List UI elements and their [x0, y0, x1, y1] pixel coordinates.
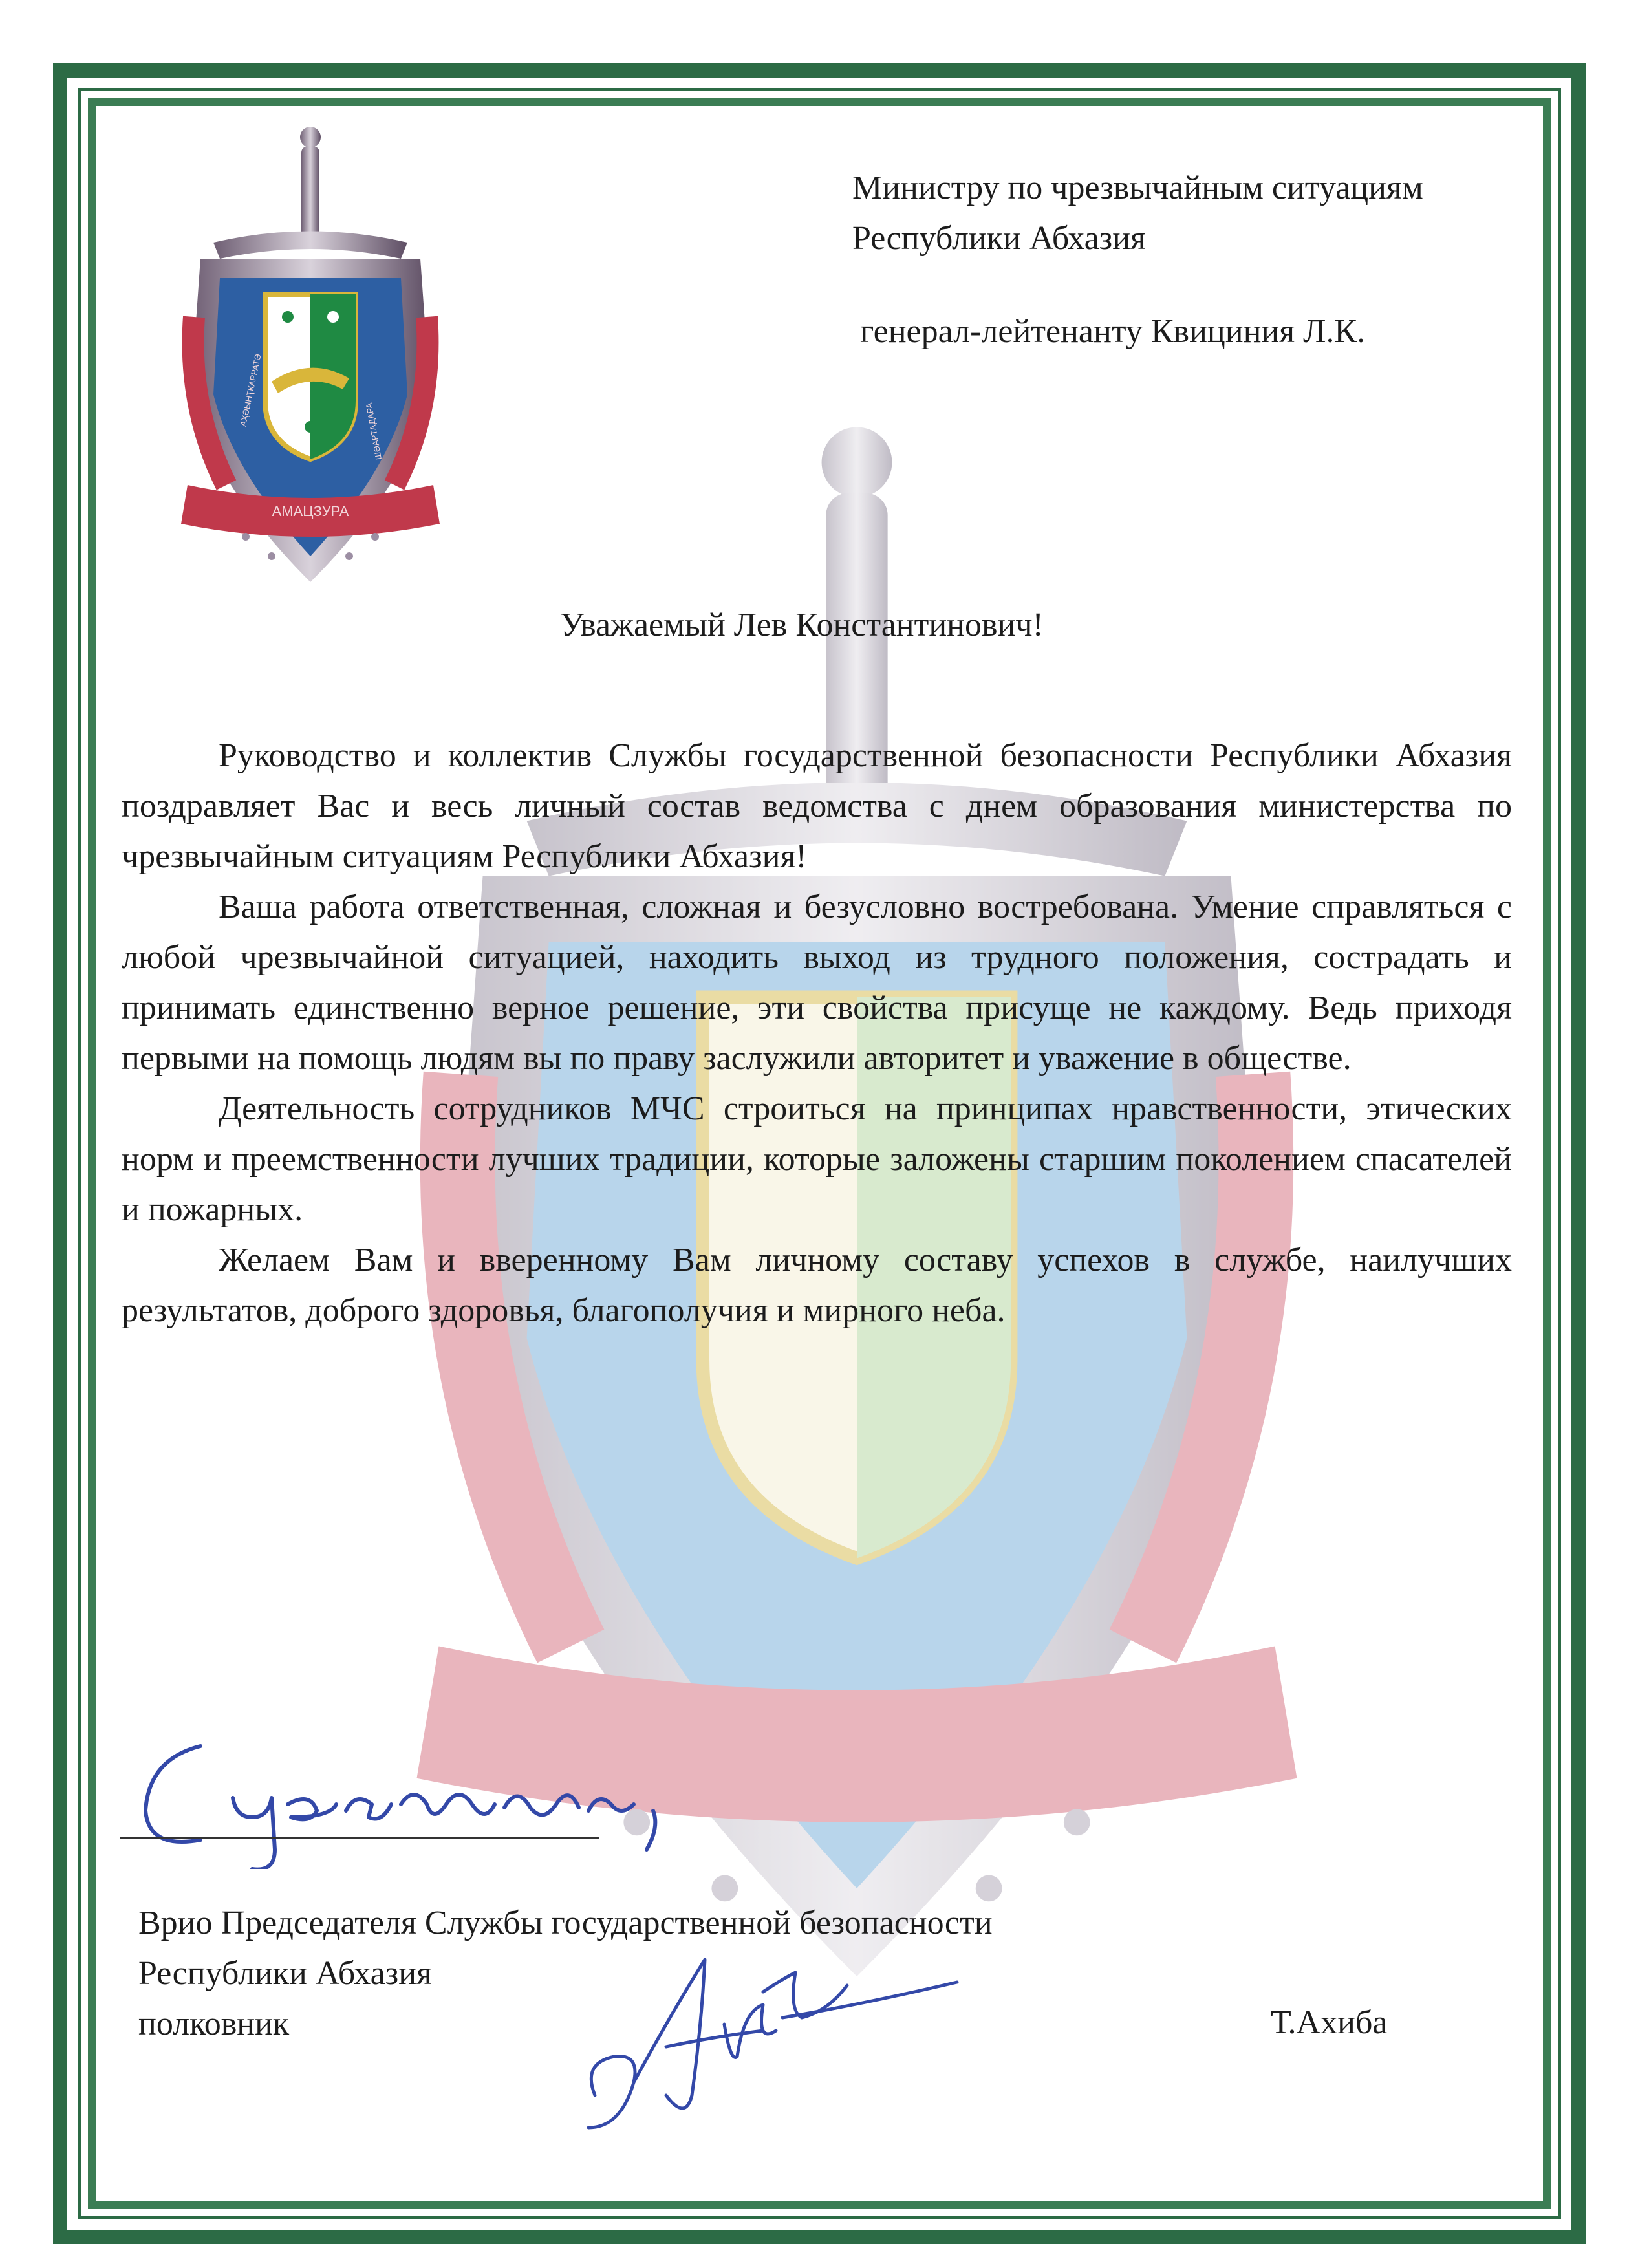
signer-title-line-1: Врио Председателя Службы государственной безопасности	[138, 1905, 993, 1941]
handwritten-signature	[569, 1934, 970, 2141]
signature-underline	[120, 1837, 599, 1839]
signer-name: Т.Ахиба	[1271, 2004, 1388, 2041]
addressee-line-2: Республики Абхазия	[852, 220, 1146, 257]
handwritten-closing	[123, 1720, 705, 1869]
emblem-ribbon-left-text: АҲӘЫНҬКАРРАТӘ	[238, 352, 263, 427]
security-service-emblem	[175, 123, 446, 589]
emblem-ribbon-text: АМАЦЗУРА	[272, 503, 349, 519]
addressee-rank: генерал-лейтенанту Квициния Л.К.	[860, 313, 1366, 350]
emblem-ribbon-right-text: ШӘАРТАДАРА	[363, 402, 383, 461]
body-paragraph-3: Деятельность сотрудников МЧС строиться на принципах нравственности, этических норм и преемственности лучших традиции, которые заложены старшим поколением спасателей и пожарных.	[122, 1090, 1512, 1228]
addressee-line-1: Министру по чрезвычайным ситуациям	[852, 169, 1423, 206]
signer-rank: полковник	[138, 2005, 290, 2042]
signer-title-line-2: Республики Абхазия	[138, 1955, 432, 1992]
letter-body	[122, 731, 1512, 1336]
body-paragraph-2: Ваша работа ответственная, сложная и безусловно востребована. Умение справляться с любой чрезвычайной ситуацией, находить выход из трудного положения, сострадать и принимать единственно верное решение, эти свойства присуще не каждому. Ведь приходя первыми на помощь людям вы по праву заслужили авторитет и уважение в обществе.	[122, 889, 1512, 1077]
salutation-text: Уважаемый Лев Константинович!	[560, 607, 1044, 643]
addressee-block	[852, 163, 1423, 357]
body-paragraph-1: Руководство и коллектив Службы государственной безопасности Республики Абхазия поздравляет Вас и весь личный состав ведомства с днем образования министерства по чрезвычайным ситуациям Республики Абхазия!	[122, 737, 1512, 875]
body-paragraph-4: Желаем Вам и вверенному Вам личному составу успехов в службе, наилучших результатов, доброго здоровья, благополучия и мирного неба.	[122, 1242, 1512, 1329]
salutation	[0, 600, 1649, 651]
